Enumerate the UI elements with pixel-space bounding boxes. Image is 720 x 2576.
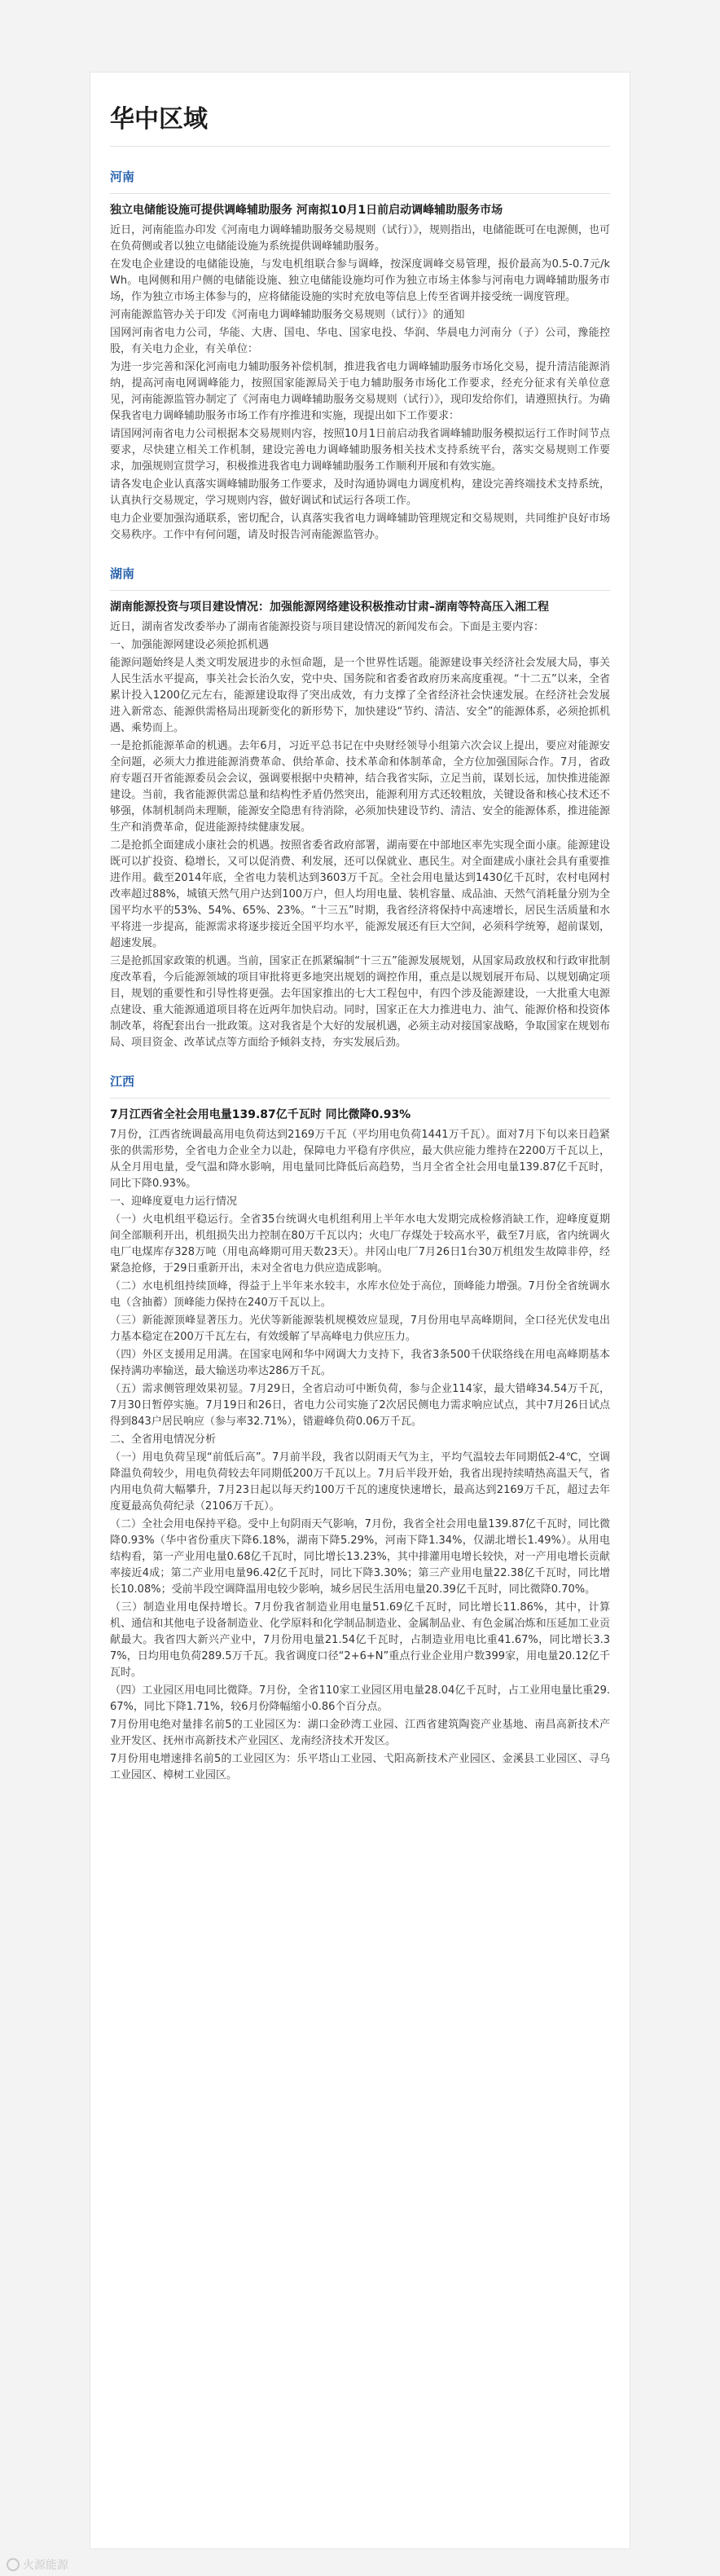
paragraph: （二）水电机组持续顶峰，得益于上半年来水较丰，水库水位处于高位，顶峰能力增强。7月份全省统调水电（含抽蓄）顶峰能力保持在240万千瓦以上。 xyxy=(110,1280,610,1309)
paragraph: （五）需求侧管理效果初显。7月29日，全省启动可中断负荷，参与企业114家，最大错峰34.54万千瓦，7月30日暂停实施。7月19日和26日，省电力公司实施了2次居民侧电力需求响应试点，其中7月26日试点得到843户居民响应（参与率32.71%），错避峰负荷0.06万千瓦。 xyxy=(110,1383,610,1428)
paragraph: （四）外区支援用足用满。在国家电网和华中网调大力支持下，我省3条500千伏联络线在用电高峰期基本保持满功率输送，最大输送功率达286万千瓦。 xyxy=(110,1349,610,1377)
watermark-logo-icon xyxy=(7,2558,20,2571)
page-title: 华中区域 xyxy=(110,99,610,147)
article-title: 湖南能源投资与项目建设情况：加强能源网络建设积极推动甘肃–湖南等特高压入湘工程 xyxy=(110,601,549,614)
paragraph: （四）工业园区用电同比微降。7月份，全省110家工业园区用电量28.04亿千瓦时，占工业用电量比重29.67%，同比下降1.71%，较6月份降幅缩小0.86个百分点。 xyxy=(110,1684,610,1713)
paragraph: 能源问题始终是人类文明发展进步的永恒命题，是一个世界性话题。能源建设事关经济社会发展大局，事关人民生活水平提高，事关社会长治久安，党中央、国务院和省委省政府历来高度重视。“十二五”以来，全省累计投入1200亿元左右，能源建设取得了突出成效，有力支撑了全省经济社会快速发展。在经济社会发展进入新常态、能源供需格局出现新变化的新形势下，加快建设“节约、清洁、安全”的能源体系，必须抢抓机遇、乘势而上。 xyxy=(110,657,610,734)
section-jiangxi xyxy=(110,1072,610,1784)
region-heading: 河南 xyxy=(110,168,610,194)
region-heading: 江西 xyxy=(110,1072,610,1099)
watermark-text: 火源能源 xyxy=(23,2559,68,2572)
paragraph: 7月份用电绝对量排名前5的工业园区为：湖口金砂湾工业园、江西省建筑陶瓷产业基地、南昌高新技术产业开发区、抚州市高新技术产业园区、龙南经济技术开发区。 xyxy=(110,1719,610,1747)
section-hunan xyxy=(110,565,610,1051)
article-title: 独立电储能设施可提供调峰辅助服务 河南拟10月1日前启动调峰辅助服务市场 xyxy=(110,204,503,217)
region-heading: 湖南 xyxy=(110,565,610,591)
paragraph: （三）制造业用电保持增长。7月份我省制造业用电量51.69亿千瓦时，同比增长11.86%，其中，计算机、通信和其他电子设备制造业、化学原料和化学制品制造业、金属制品业、有色金属冶炼和压延加工业贡献最大。我省四大新兴产业中，7月份用电量21.54亿千瓦时，占制造业用电比重41.67%，同比增长3.37%，日均用电负荷289.5万千瓦。我省调度口径“2+6+N”重点行业企业用户数399家，用电量20.12亿千瓦时。 xyxy=(110,1601,610,1679)
paragraph: 二是抢抓全面建成小康社会的机遇。按照省委省政府部署，湖南要在中部地区率先实现全面小康。能源建设既可以扩投资、稳增长，又可以促消费、利发展，还可以保就业、惠民生。对全面建成小康社会具有重要推进作用。截至2014年底，全省电力装机达到3603万千瓦。全社会用电量达到1430亿千瓦时，农村电网村改率超过88%，城镇天然气用户达到100万户，但人均用电量、装机容量、成品油、天然气消耗量分别为全国平均水平的53%、54%、65%、23%。“十三五”时期，我省经济将保持中高速增长，居民生活质量和水平将进一步提高，能源需求将逐步接近全国平均水平，能源发展还有巨大空间，必须科学统筹，超前谋划，超速发展。 xyxy=(110,839,610,949)
paragraph: 近日，湖南省发改委举办了湖南省能源投资与项目建设情况的新闻发布会。下面是主要内容： xyxy=(110,621,545,633)
article-title: 7月江西省全社会用电量139.87亿千瓦时 同比微降0.93% xyxy=(110,1108,411,1121)
paragraph: 为进一步完善和深化河南电力辅助服务补偿机制，推进我省电力调峰辅助服务市场化交易，提升清洁能源消纳，提高河南电网调峰能力，按照国家能源局关于电力辅助服务市场化工作要求，经充分征求有关单位意见，河南能源监管办制定了《河南电力调峰辅助服务交易规则（试行）》，现印发给你们，请遵照执行。为确保我省电力调峰辅助服务市场工作有序推进和实施，现提出如下工作要求： xyxy=(110,361,610,422)
paragraph: （一）用电负荷呈现“前低后高”。7月前半段，我省以阴雨天气为主，平均气温较去年同期低2-4℃，空调降温负荷较少，用电负荷较去年同期低200万千瓦以上。7月后半段开始，我省出现持续晴热高温天气，省内用电负荷大幅攀升，7月23日起以每天约100万千瓦的速度快速增长，最高达到2169万千瓦，超过去年度夏最高负荷纪录（2106万千瓦）。 xyxy=(110,1451,610,1513)
section-henan xyxy=(110,168,610,544)
paragraph: 7月份用电增速排名前5的工业园区为：乐平塔山工业园、弋阳高新技术产业园区、金溪县工业园区、寻乌工业园区、樟树工业园区。 xyxy=(110,1753,610,1781)
paragraph: （三）新能源顶峰显著压力。光伏等新能源装机规模效应显现，7月份用电早高峰期间，全口径光伏发电出力基本稳定在200万千瓦左右，有效缓解了早高峰电力供应压力。 xyxy=(110,1314,610,1343)
paragraph: （二）全社会用电保持平稳。受中上旬阴雨天气影响，7月份，我省全社会用电量139.87亿千瓦时，同比微降0.93%（华中省份重庆下降6.18%，湖南下降5.29%，河南下降1.34%，仅湖北增长1.49%）。从用电结构看，第一产业用电量0.68亿千瓦时，同比增长13.23%，其中排灌用电增长较快，对一产用电增长贡献率接近4成；第二产业用电量96.42亿千瓦时，同比下降3.30%；第三产业用电量22.38亿千瓦时，同比增长10.08%；受前半段空调降温用电较少影响，城乡居民生活用电量20.39亿千瓦时，同比微降0.70%。 xyxy=(110,1518,610,1596)
paragraph: 一是抢抓能源革命的机遇。去年6月，习近平总书记在中央财经领导小组第六次会议上提出，要应对能源安全问题，必须大力推进能源消费革命、供给革命、技术革命和体制革命，全方位加强国际合作。7月，省政府专题召开省能源委员会会议，强调要根据中央精神，结合我省实际，立足当前，谋划长远，加快推进能源建设。当前，我省能源供需总量和结构性矛盾仍然突出，能源利用方式还较粗放，关键设备和核心技术还不够强，体制机制尚未理顺，能源安全隐患有待消除，必须加快建设节约、清洁、安全的能源体系，推进能源生产和消费革命，促进能源持续健康发展。 xyxy=(110,740,610,834)
paragraph: 河南能源监管办关于印发《河南电力调峰辅助服务交易规则（试行）》的通知 xyxy=(110,309,465,321)
paragraph: 二、全省用电情况分析 xyxy=(110,1433,217,1446)
paragraph: 在发电企业建设的电储能设施，与发电机组联合参与调峰，按深度调峰交易管理，报价最高为0.5-0.7元/kWh。电网侧和用户侧的电储能设施、独立电储能设施均可作为独立市场主体参与河南电力调峰辅助服务市场，作为独立市场主体参与的，应将储能设施的实时充放电等信息上传至省调并接受统一调度管理。 xyxy=(110,258,610,303)
paragraph: 一、迎峰度夏电力运行情况 xyxy=(110,1196,238,1208)
document-page xyxy=(90,72,630,2549)
paragraph: 三是抢抓国家政策的机遇。当前，国家正在抓紧编制“十三五”能源发展规划，从国家局政放权和行政审批制度改革看，今后能源领域的项目审批将更多地突出规划的调控作用，重点是以规划展开布局、以规划确定项目，规划的重要性和引导性将更强。去年国家推出的七大工程包中，有四个涉及能源建设，一大批重大电源点建设、重大能源通道项目将在近两年加快启动。同时，国家正在大力推进电力、油气、能源价格和投资体制改革，将配套出台一批政策。这对我省是个大好的发展机遇，必须主动对接国家战略，争取国家在规划布局、项目资金、改革试点等方面给予倾斜支持，夯实发展后劲。 xyxy=(110,955,610,1049)
paragraph: 7月份，江西省统调最高用电负荷达到2169万千瓦（平均用电负荷1441万千瓦）。面对7月下旬以来日趋紧张的供需形势，全省电力企业全力以赴，保障电力平稳有序供应，最大供应能力维持在2200万千瓦以上，从全月用电量，受气温和降水影响，用电量同比降低后高趋势，当月全省全社会用电量139.87亿千瓦时，同比下降0.93%。 xyxy=(110,1129,610,1190)
watermark xyxy=(7,2556,68,2573)
paragraph: 请国网河南省电力公司根据本交易规则内容，按照10月1日前启动我省调峰辅助服务模拟运行工作时间节点要求，尽快建立相关工作机制，建设完善电力调峰辅助服务相关技术支持系统平台，落实交易规则工作要求，加强规则宣贯学习，积极推进我省电力调峰辅助服务工作顺利开展和有效实施。 xyxy=(110,428,610,473)
paragraph: 近日，河南能监办印发《河南电力调峰辅助服务交易规则（试行）》，规则指出，电储能既可在电源侧，也可在负荷侧或者以独立电储能设施为系统提供调峰辅助服务。 xyxy=(110,224,610,253)
paragraph: 电力企业要加强沟通联系，密切配合，认真落实我省电力调峰辅助管理规定和交易规则，共同维护良好市场交易秩序。工作中有何问题，请及时报告河南能源监管办。 xyxy=(110,513,610,541)
paragraph: 一、加强能源网建设必须抢抓机遇 xyxy=(110,639,270,651)
paragraph: （一）火电机组平稳运行。全省35台统调火电机组利用上半年水电大发期完成检修消缺工作，迎峰度夏期间全部顺利开出，机组损失出力控制在80万千瓦以内；火电厂存煤处于较高水平，截至7月底，省内统调火电厂电煤库存328万吨（用电高峰期可用天数23天）。井冈山电厂7月26日1台30万机组发生故障非停，经紧急抢修，于29日重新开出，未对全省电力供应造成影响。 xyxy=(110,1213,610,1275)
paragraph: 请各发电企业认真落实调峰辅助服务工作要求，及时沟通协调电力调度机构，建设完善终端技术支持系统，认真执行交易规定，学习规则内容，做好调试和试运行各项工作。 xyxy=(110,478,610,507)
paragraph: 国网河南省电力公司，华能、大唐、国电、华电、国家电投、华润、华晨电力河南分（子）公司，豫能控股，有关电力企业，有关单位： xyxy=(110,327,610,355)
